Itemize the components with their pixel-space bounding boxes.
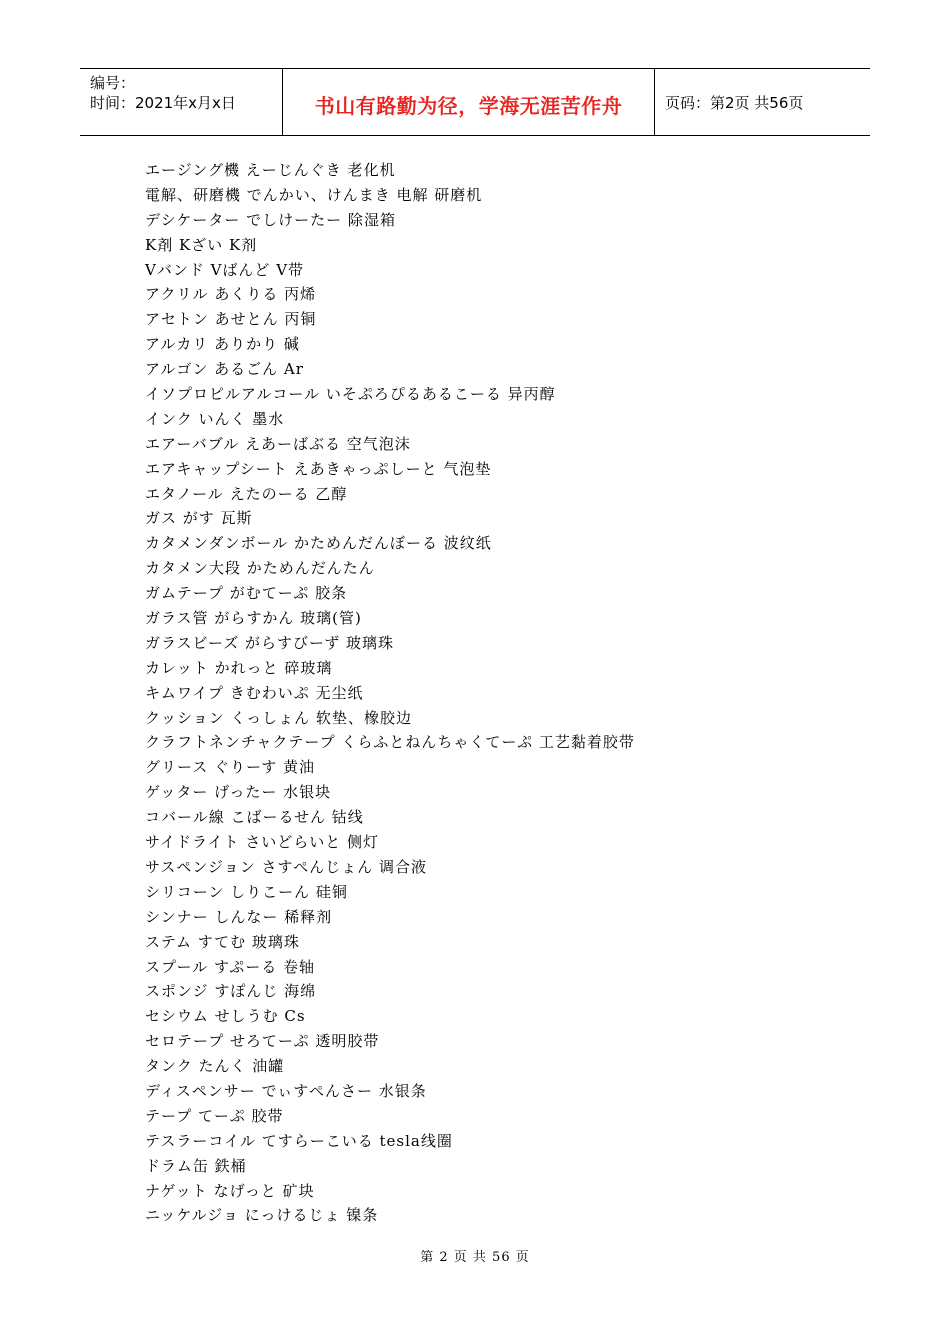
glossary-entry: シンナー しんなー 稀释剂: [145, 907, 333, 926]
document-date-label: 时间：2021年x月x日: [90, 94, 236, 112]
glossary-entry: クラフトネンチャクテープ くらふとねんちゃくてーぷ 工艺黏着胶带: [145, 733, 635, 752]
glossary-entry: アルゴン あるごん Ar: [145, 360, 304, 379]
glossary-entry: タンク たんく 油罐: [145, 1057, 285, 1076]
glossary-entry: ガラス管 がらすかん 玻璃(管): [145, 609, 362, 628]
glossary-entry: デシケーター でしけーたー 除湿箱: [145, 210, 396, 229]
glossary-entry: エージング機 えーじんぐき 老化机: [145, 161, 396, 179]
glossary-entry: Vバンド Vばんど V带: [145, 260, 305, 279]
header-page-number: 页码：第2页 共56页: [665, 93, 804, 112]
glossary-entry: ドラム缶 鉄桶: [145, 1156, 247, 1175]
page-footer: 第 2 页 共 56 页: [420, 1250, 530, 1265]
glossary-entry: イソプロピルアルコール いそぷろぴるあるこーる 异丙醇: [145, 385, 556, 404]
glossary-entry: ガムテープ がむてーぷ 胶条: [145, 584, 348, 603]
glossary-entry: ディスペンサー でぃすぺんさー 水银条: [145, 1081, 427, 1100]
glossary-entry: エアーバブル えあーばぶる 空气泡沫: [145, 434, 411, 453]
glossary-entry: テープ てーぷ 胶带: [145, 1106, 284, 1125]
glossary-entry: ステム すてむ 玻璃珠: [145, 932, 300, 951]
glossary-entry: シリコーン しりこーん 硅铜: [145, 882, 348, 901]
glossary-entry: ガス がす 瓦斯: [145, 509, 253, 528]
glossary-entry: カタメンダンボール かためんだんぼーる 波纹纸: [145, 534, 492, 553]
glossary-entry: インク いんく 墨水: [145, 409, 285, 428]
glossary-entry: スプール すぷーる 卷轴: [145, 957, 316, 976]
glossary-entry: ゲッター げったー 水银块: [145, 783, 332, 802]
glossary-entry: セロテープ せろてーぷ 透明胶带: [145, 1032, 380, 1051]
page-header: [80, 68, 870, 136]
document-number-label: 编号：: [90, 74, 136, 92]
glossary-list: [145, 158, 865, 1228]
glossary-entry: テスラーコイル てすらーこいる tesla线圈: [145, 1131, 453, 1150]
glossary-entry: アクリル あくりる 丙烯: [145, 285, 317, 304]
header-meta: [80, 69, 283, 135]
glossary-entry: セシウム せしうむ Cs: [145, 1007, 306, 1026]
glossary-entry: カタメン大段 かためんだんたん: [145, 559, 375, 578]
glossary-entry: グリース ぐりーす 黄油: [145, 758, 316, 777]
glossary-entry: ニッケルジョ にっけるじょ 镍条: [145, 1206, 379, 1225]
glossary-entry: エアキャップシート えあきゃっぷしーと 气泡垫: [145, 459, 492, 478]
glossary-entry: クッション くっしょん 软垫、橡胶边: [145, 708, 412, 727]
glossary-entry: K剤 Kざい K剂: [145, 235, 258, 254]
glossary-entry: スポンジ すぽんじ 海绵: [145, 982, 317, 1001]
glossary-entry: カレット かれっと 碎玻璃: [145, 658, 333, 677]
glossary-entry: キムワイプ きむわいぷ 无尘纸: [145, 683, 364, 702]
glossary-entry: ナゲット なげっと 矿块: [145, 1181, 315, 1200]
glossary-entry: 電解、研磨機 でんかい、けんまき 电解 研磨机: [145, 185, 483, 204]
glossary-entry: アルカリ ありかり 碱: [145, 335, 300, 354]
glossary-entry: サイドライト さいどらいと 侧灯: [145, 833, 380, 852]
glossary-entry: ガラスビーズ がらすびーず 玻璃珠: [145, 633, 394, 652]
header-motto: 书山有路勤为径，学海无涯苦作舟: [283, 69, 655, 135]
glossary-entry: アセトン あせとん 丙铜: [145, 310, 317, 329]
glossary-entry: サスペンジョン さすぺんじょん 调合液: [145, 857, 427, 876]
glossary-entry: エタノール えたのーる 乙醇: [145, 484, 348, 503]
glossary-entry: コバール線 こばーるせん 钴线: [145, 808, 364, 827]
